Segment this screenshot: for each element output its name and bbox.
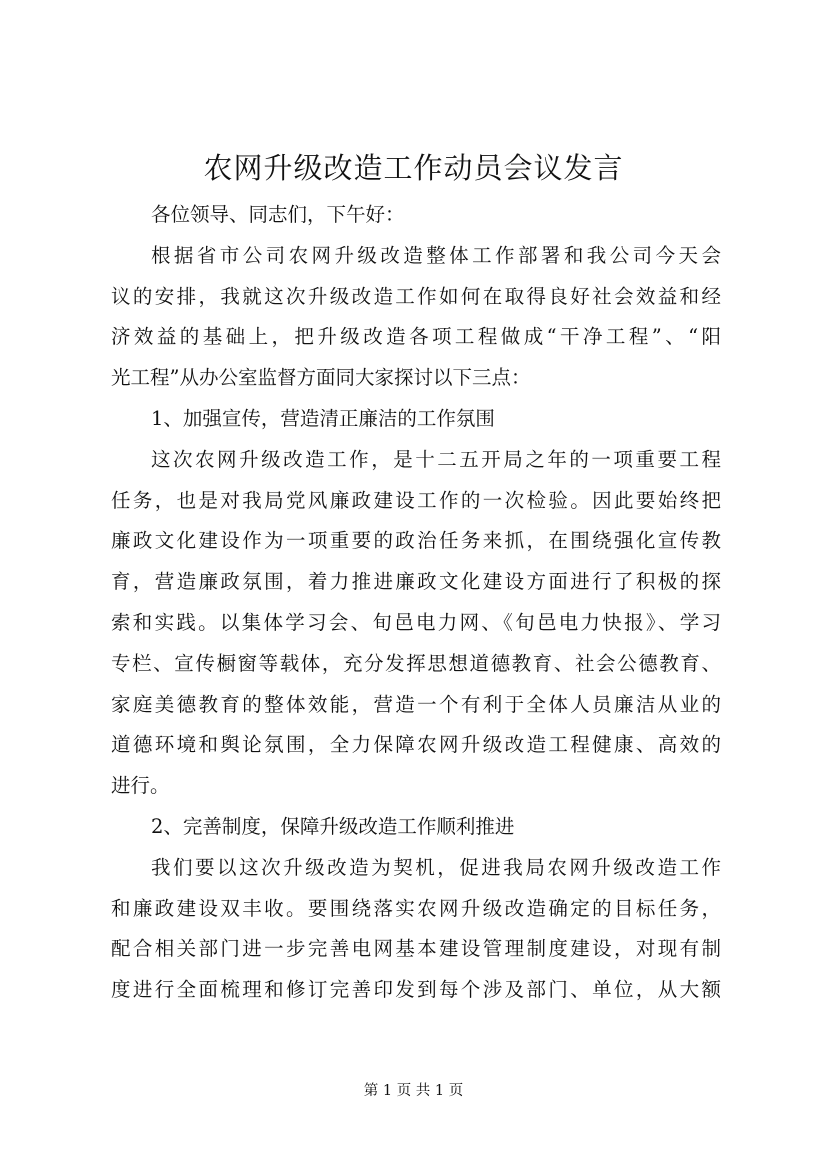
- paragraph-line: 廉政文化建设作为一项重要的政治任务来抓，在围绕强化宣传教: [111, 529, 721, 553]
- paragraph-line: 育，营造廉政氛围，着力推进廉政文化建设方面进行了积极的探: [111, 570, 721, 594]
- greeting-line: 各位领导、同志们，下午好：: [151, 203, 405, 226]
- paragraph-line: 根据省市公司农网升级改造整体工作部署和我公司今天会: [151, 243, 721, 267]
- paragraph-line: 进行。: [111, 774, 170, 798]
- document-body: [111, 195, 721, 1011]
- paragraph-line: 道德环境和舆论氛围，全力保障农网升级改造工程健康、高效的: [111, 733, 721, 757]
- paragraph-line: 配合相关部门进一步完善电网基本建设管理制度建设，对现有制: [111, 937, 721, 961]
- paragraph-line: 家庭美德教育的整体效能，营造一个有利于全体人员廉洁从业的: [111, 692, 721, 716]
- paragraph-line: 索和实践。以集体学习会、旬邑电力网、《旬邑电力快报》、学习: [111, 610, 721, 634]
- paragraph-line: 任务，也是对我局党风廉政建设工作的一次检验。因此要始终把: [111, 488, 721, 512]
- paragraph-line: 光工程”从办公室监督方面同大家探讨以下三点：: [111, 366, 531, 390]
- paragraph-line: 专栏、宣传橱窗等载体，充分发挥思想道德教育、社会公德教育、: [111, 651, 721, 675]
- paragraph-line: 这次农网升级改造工作，是十二五开局之年的一项重要工程: [151, 447, 721, 471]
- section-heading-1: 1、加强宣传，营造清正廉洁的工作氛围: [151, 406, 495, 430]
- section-heading-2: 2、完善制度，保障升级改造工作顺利推进: [151, 814, 515, 838]
- document-title: 农网升级改造工作动员会议发言: [203, 151, 624, 185]
- paragraph-line: 我们要以这次升级改造为契机，促进我局农网升级改造工作: [151, 855, 721, 879]
- page-footer: 第 1 页 共 1 页: [363, 1083, 464, 1099]
- paragraph-line: 度进行全面梳理和修订完善印发到每个涉及部门、单位，从大额: [111, 978, 721, 1002]
- paragraph-line: 济效益的基础上，把升级改造各项工程做成“干净工程”、“阳: [111, 325, 721, 349]
- paragraph-line: 议的安排，我就这次升级改造工作如何在取得良好社会效益和经: [111, 284, 721, 308]
- paragraph-line: 和廉政建设双丰收。要围绕落实农网升级改造确定的目标任务，: [111, 896, 721, 920]
